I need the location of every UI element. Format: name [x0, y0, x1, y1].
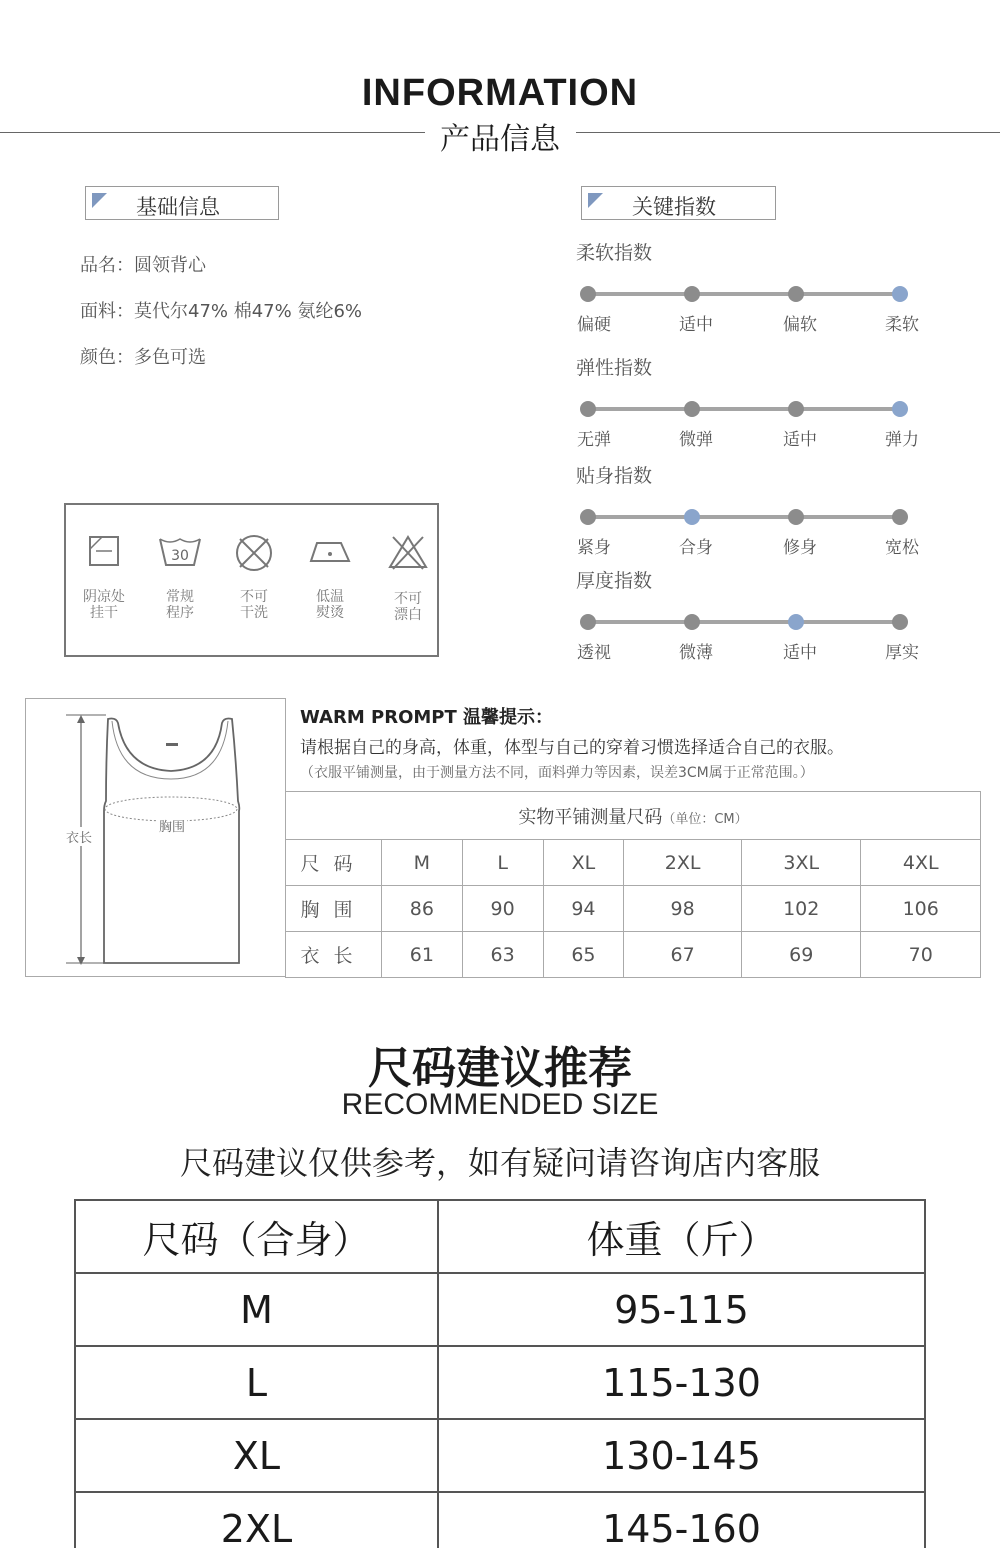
iron-low-icon — [307, 533, 353, 569]
garment-measure-figure — [25, 698, 286, 977]
scale-dot — [788, 286, 804, 302]
scale-label: 适中 — [783, 643, 817, 663]
table-row — [286, 886, 981, 932]
weight-cell: 95-115 — [438, 1273, 925, 1346]
scale-dot — [684, 401, 700, 417]
corner-triangle-icon — [588, 193, 603, 208]
table-cell: M — [382, 840, 463, 886]
table-cell: XL — [543, 840, 624, 886]
recommend-title-zh: 尺码建议推荐 — [368, 1043, 632, 1094]
scale-dot — [580, 509, 596, 525]
scale-label: 弹力 — [885, 430, 919, 450]
scale-label: 适中 — [679, 315, 713, 335]
table-cell: 98 — [624, 886, 742, 932]
page-title-zh: 产品信息 — [440, 122, 560, 157]
info-product-name: 品名：圆领背心 — [80, 255, 206, 276]
scale-dot — [580, 614, 596, 630]
measurement-table — [285, 791, 981, 978]
table-row — [75, 1346, 925, 1419]
table-header-row — [75, 1200, 925, 1273]
size-cell: L — [75, 1346, 438, 1419]
recommend-title-en: RECOMMENDED SIZE — [341, 1088, 659, 1121]
scale-dot — [684, 614, 700, 630]
scale-label: 修身 — [783, 538, 817, 558]
scale-dot — [892, 509, 908, 525]
scale-dot-selected — [684, 509, 700, 525]
scale-label: 微弹 — [679, 430, 713, 450]
table-cell: 106 — [861, 886, 981, 932]
scale-label: 微薄 — [679, 643, 713, 663]
info-fabric: 面料：莫代尔47% 棉47% 氨纶6% — [80, 301, 363, 322]
table-row — [286, 840, 981, 886]
care-item-iron-low: 低温 熨烫 — [300, 533, 360, 621]
table-cell: 65 — [543, 932, 624, 978]
table-cell: 69 — [741, 932, 860, 978]
corner-triangle-icon — [92, 193, 107, 208]
care-instructions-panel — [64, 503, 439, 657]
scale-dot-selected — [892, 401, 908, 417]
weight-cell: 115-130 — [438, 1346, 925, 1419]
table-row — [75, 1492, 925, 1548]
table-cell: 102 — [741, 886, 860, 932]
weight-cell: 145-160 — [438, 1492, 925, 1548]
no-dry-clean-icon — [234, 533, 274, 573]
key-index-label: 关键指数 — [632, 195, 716, 219]
warm-prompt-line1: 请根据自己的身高，体重，体型与自己的穿着习惯选择适合自己的衣服。 — [300, 738, 844, 758]
table-cell: 90 — [462, 886, 543, 932]
table-cell: 61 — [382, 932, 463, 978]
table-cell: 86 — [382, 886, 463, 932]
table-cell: L — [462, 840, 543, 886]
warm-prompt-title: WARM PROMPT 温馨提示： — [300, 707, 554, 728]
scale-track-elasticity — [588, 407, 901, 411]
header-cell: 体重（斤） — [438, 1200, 925, 1273]
table-cell: 94 — [543, 886, 624, 932]
index-title-softness: 柔软指数 — [576, 242, 653, 264]
shade-dry-icon — [86, 533, 122, 569]
scale-dot — [580, 286, 596, 302]
table-cell: 70 — [861, 932, 981, 978]
row-head: 衣长 — [286, 932, 382, 978]
scale-label: 适中 — [783, 430, 817, 450]
scale-dot — [788, 509, 804, 525]
index-title-elasticity: 弹性指数 — [576, 357, 653, 379]
weight-cell: 130-145 — [438, 1419, 925, 1492]
no-bleach-icon — [387, 533, 429, 571]
scale-label: 透视 — [577, 643, 611, 663]
scale-track-thickness — [588, 620, 901, 624]
tank-top-diagram — [26, 699, 285, 976]
table-cell: 67 — [624, 932, 742, 978]
scale-label: 厚实 — [885, 643, 919, 663]
recommend-note: 尺码建议仅供参考，如有疑问请咨询店内客服 — [179, 1144, 820, 1182]
basic-info-header — [85, 186, 279, 220]
scale-dot — [684, 286, 700, 302]
care-item-wash-30: 30 常规 程序 — [150, 533, 210, 621]
scale-label: 偏硬 — [577, 315, 611, 335]
table-caption: 实物平铺测量尺码（单位：CM） — [286, 792, 981, 840]
care-item-no-bleach: 不可 漂白 — [378, 533, 438, 623]
svg-text:30: 30 — [171, 548, 189, 564]
wash-30-icon — [157, 533, 203, 569]
size-cell: XL — [75, 1419, 438, 1492]
key-index-header — [581, 186, 776, 220]
scale-track-softness — [588, 292, 901, 296]
basic-info-label: 基础信息 — [136, 195, 220, 219]
row-head: 尺码 — [286, 840, 382, 886]
recommend-table — [74, 1199, 926, 1548]
table-row — [75, 1419, 925, 1492]
scale-label: 柔软 — [885, 315, 919, 335]
care-item-shade-dry: 阴凉处 挂干 — [74, 533, 134, 621]
warm-prompt-line2: （衣服平铺测量，由于测量方法不同，面料弹力等因素，误差3CM属于正常范围。） — [300, 765, 814, 781]
scale-label: 偏软 — [783, 315, 817, 335]
table-caption-row — [286, 792, 981, 840]
length-label: 衣长 — [66, 827, 92, 846]
index-title-thickness: 厚度指数 — [576, 570, 653, 592]
scale-dot — [580, 401, 596, 417]
scale-label: 合身 — [679, 538, 713, 558]
header-cell: 尺码（合身） — [75, 1200, 438, 1273]
size-cell: M — [75, 1273, 438, 1346]
scale-track-fit — [588, 515, 901, 519]
chest-label: 胸围 — [157, 816, 187, 835]
table-row — [75, 1273, 925, 1346]
table-cell: 63 — [462, 932, 543, 978]
scale-dot — [892, 614, 908, 630]
info-color: 颜色：多色可选 — [80, 347, 206, 368]
page-title-en: INFORMATION — [361, 72, 639, 114]
table-row — [286, 932, 981, 978]
row-head: 胸围 — [286, 886, 382, 932]
scale-dot — [788, 401, 804, 417]
index-title-fit: 贴身指数 — [576, 465, 653, 487]
scale-label: 紧身 — [577, 538, 611, 558]
table-cell: 3XL — [741, 840, 860, 886]
size-cell: 2XL — [75, 1492, 438, 1548]
scale-dot-selected — [788, 614, 804, 630]
scale-dot-selected — [892, 286, 908, 302]
care-item-no-dry-clean: 不可 干洗 — [224, 533, 284, 621]
table-cell: 2XL — [624, 840, 742, 886]
scale-label: 宽松 — [885, 538, 919, 558]
scale-label: 无弹 — [577, 430, 611, 450]
table-cell: 4XL — [861, 840, 981, 886]
